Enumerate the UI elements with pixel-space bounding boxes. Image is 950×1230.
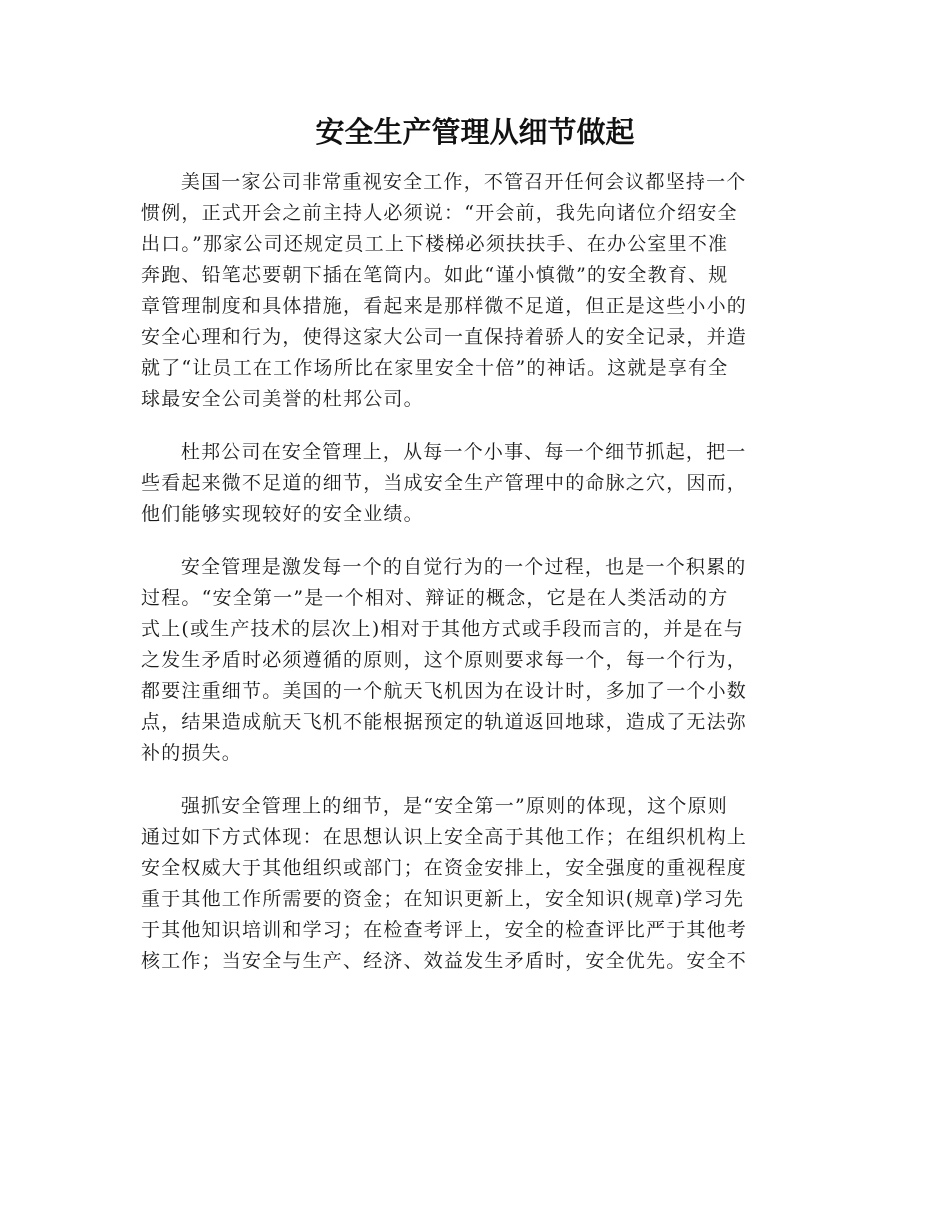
paragraph-line: 美国一家公司非常重视安全工作，不管召开任何会议都坚持一个	[180, 171, 747, 193]
paragraph-line: 安全心理和行为，使得这家大公司一直保持着骄人的安全记录，并造	[141, 326, 748, 348]
paragraph	[141, 437, 811, 530]
paragraph	[141, 552, 811, 769]
paragraph-line: 出口。”那家公司还规定员工上下楼梯必须扶扶手、在办公室里不准	[141, 233, 729, 255]
paragraph-line: 章管理制度和具体措施，看起来是那样微不足道，但正是这些小小的	[141, 295, 748, 317]
paragraph-line: 点，结果造成航天飞机不能根据预定的轨道返回地球，造成了无法弥	[141, 711, 748, 733]
paragraph-line: 都要注重细节。美国的一个航天飞机因为在设计时，多加了一个小数	[141, 680, 748, 702]
paragraph-line: 就了“让员工在工作场所比在家里安全十倍”的神话。这就是享有全	[141, 357, 729, 379]
paragraph-line: 些看起来微不足道的细节，当成安全生产管理中的命脉之穴，因而，	[141, 472, 748, 494]
paragraph-line: 他们能够实现较好的安全业绩。	[141, 503, 424, 525]
paragraph-line: 于其他知识培训和学习；在检查考评上，安全的检查评比严于其他考	[141, 919, 748, 941]
paragraph-line: 球最安全公司美誉的杜邦公司。	[141, 388, 424, 410]
paragraph-line: 式上(或生产技术的层次上)相对于其他方式或手段而言的，并是在与	[141, 618, 745, 640]
paragraph	[141, 791, 811, 977]
paragraph-line: 补的损失。	[141, 742, 243, 764]
paragraph-line: 强抓安全管理上的细节，是“安全第一”原则的体现，这个原则	[180, 795, 728, 817]
document-body	[141, 167, 811, 977]
paragraph-line: 通过如下方式体现：在思想认识上安全高于其他工作；在组织机构上	[141, 826, 748, 848]
paragraph-line: 惯例，正式开会之前主持人必须说：“开会前，我先向诸位介绍安全	[141, 202, 738, 224]
paragraph-line: 重于其他工作所需要的资金；在知识更新上，安全知识(规章)学习先	[141, 888, 745, 910]
paragraph-line: 过程。“安全第一”是一个相对、辩证的概念，它是在人类活动的方	[141, 587, 729, 609]
paragraph	[141, 167, 811, 415]
paragraph-line: 之发生矛盾时必须遵循的原则，这个原则要求每一个，每一个行为，	[141, 649, 748, 671]
document-title: 安全生产管理从细节做起	[315, 115, 635, 149]
paragraph-line: 安全管理是激发每一个的自觉行为的一个过程，也是一个积累的	[180, 556, 747, 578]
paragraph-line: 杜邦公司在安全管理上，从每一个小事、每一个细节抓起，把一	[180, 441, 747, 463]
paragraph-line: 奔跑、铅笔芯要朝下插在笔筒内。如此“谨小慎微”的安全教育、规	[141, 264, 729, 286]
paragraph-line: 核工作；当安全与生产、经济、效益发生矛盾时，安全优先。安全不	[141, 950, 748, 972]
paragraph-line: 安全权威大于其他组织或部门；在资金安排上，安全强度的重视程度	[141, 857, 748, 879]
